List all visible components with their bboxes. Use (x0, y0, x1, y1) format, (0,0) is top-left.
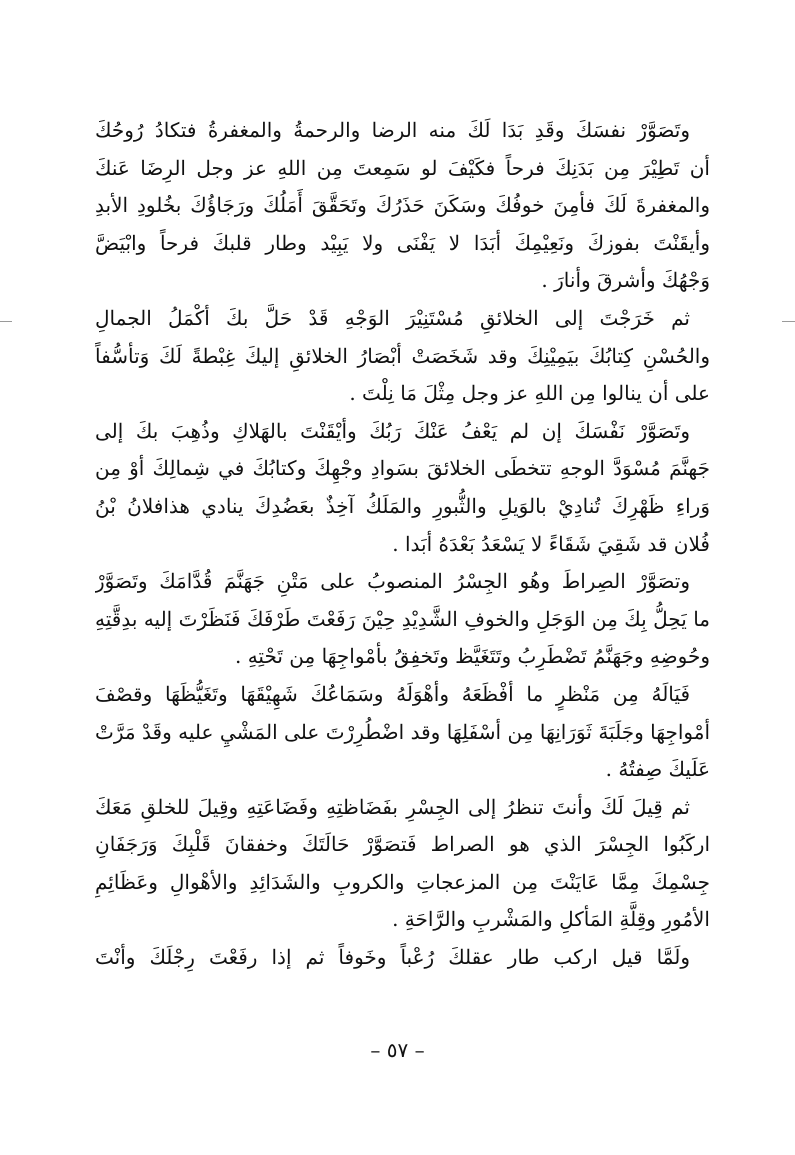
text-line: فُلان قد شَقِيَ شَقَاءً لا يَسْعَدُ بَعْدَهُ أبَدا . (392, 531, 710, 556)
text-line: وأيقَنْتَ بفوزكَ ونَعِيْمِكَ أبَدَا لا يَفْنَى ولا يَبِيْد وطار قلبكَ فرحاً وابْيَضَّ (95, 230, 710, 255)
paragraph (95, 300, 710, 413)
text-line: وَراءِ ظَهْرِكَ تُنادِيْ بالوَيلِ والثُّبورِ والمَلَكُ آخِذٌ بعَضُدِكَ ينادي هذافلانُ بْنُ (95, 493, 710, 518)
paragraph (95, 413, 710, 563)
text-line: وحُوضِهِ وجَهَنَّمُ تَضْطَرِبُ وتَتَغَيَّظ وتَخفِقُ بأمْواجِهَا مِن تَحْتِهِ . (234, 644, 710, 669)
paragraph (95, 939, 710, 977)
text-line: ما يَحِلُّ بِكَ مِن الوَجَلِ والخوفِ الشَّدِيْدِ حِيْنَ رَفَعْتَ طَرْفَكَ فَنَظَرْتَ إليه بدِقَّتِهِ (95, 606, 710, 631)
paragraph (95, 563, 710, 676)
text-line: والحُسْنِ كِتابُكَ بيَمِيْنِكَ وقد شَخَصَتْ أبْصَارُ الخلائقِ إليكَ غِبْطةً لَكَ وَتأسُّفاً (95, 343, 710, 368)
paragraph (95, 112, 710, 300)
text-line: ولَمَّا قيل اركب طار عقلكَ رُعْباً وخَوفاً ثم إذا رفَعْتَ رِجْلَكَ وأنْتَ (95, 945, 690, 970)
text-line: أمْواجِهَا وجَلَبَةَ ثَوَرَانِهَا مِن أسْفَلِهَا وقد اضْطُرِرْتَ على المَشْيِ عليه وقَدْ مَرَّتْ (95, 719, 710, 744)
margin-mark (0, 321, 12, 322)
text-line: فَيَالَهُ مِن مَنْظرٍ ما أفْظَعَهُ وأهْوَلَهُ وسَمَاعُكَ شَهِيْقَهَا وتَغَيُّظَهَا وقصْفَ (95, 681, 690, 706)
page-body (95, 112, 710, 1032)
margin-mark (782, 321, 795, 322)
paragraph (95, 676, 710, 789)
text-line: وتَصَوَّرْ نفسَكَ وقَدِ بَدَا لَكَ منه الرضا والرحمةُ والمغفرةُ فتكادُ رُوحُكَ (95, 118, 690, 142)
text-line: والمغفرةَ لَكَ فأمِنَ خوفُكَ وسَكَنَ حَذَرُكَ وتَحَقَّقَ أَمَلُكَ ورَجَاؤُكَ بخُلودِ الأبدِ (95, 193, 710, 218)
text-line: ثم قِيلَ لَكَ وأنتَ تنظرُ إلى الجِسْرِ بفَضَاظتِهِ وفَضَاعَتِهِ وقِيلَ للخلقِ مَعَكَ (95, 794, 690, 819)
paragraph (95, 789, 710, 939)
text-line: ثم خَرَجْتَ إلى الخلائقِ مُسْتَنِيْرَ الوَجْهِ قَدْ حَلَّ بكَ أكْمَلُ الجمالِ (95, 305, 690, 330)
text-line: وتصَوَّرْ الصِراطَ وهُو الجِسْرُ المنصوبُ على مَتْنِ جَهَنَّمَ قُدَّامَكَ وتَصَوَّرْ (95, 569, 690, 594)
text-line: جَهنَّمَ مُسْوَدَّ الوجهِ تتخطَى الخلائقَ بسَوادِ وجْهِكَ وكتابُكَ في شِمالِكَ أوْ مِن (95, 456, 710, 481)
text-line: الأمُورِ وقِلَّةِ المَأكلِ والمَشْربِ والرَّاحَةِ . (392, 907, 710, 932)
text-line: جِسْمِكَ مِمَّا عَايَنْتَ مِن المزعجاتِ والكروبِ والشَدَائِدِ والأهْوالِ وعَظَائِمِ (95, 869, 710, 894)
text-line: أن تَطِيْرَ مِن بَدَنِكَ فرحاً فكَيْفَ لو سَمِعتَ مِن اللهِ عز وجل الرِضَا عَنكَ (95, 155, 710, 180)
page-number: – ٥٧ – (370, 1038, 425, 1062)
text-line: عَلَيكَ صِفتُهُ . (605, 757, 710, 782)
text-line: على أن ينالوا مِن اللهِ عز وجل مِثْلَ مَا نِلْتَ . (349, 381, 710, 406)
text-line: وَجْهُكَ وأشرقَ وأنارَ . (541, 268, 710, 293)
text-line: وتَصَوَّرْ نَفْسَكَ إن لم يَعْفُ عَنْكَ رَبُكَ وأيْقَنْتَ بالهَلاكِ وذُهِبَ بكَ إلى (95, 418, 690, 443)
text-line: اركَبُوا الجِسْرَ الذي هو الصراط فَتصَوَّرْ حَالَتَكَ وخفقانَ قَلْبِكَ وَرَجَفَانِ (95, 832, 710, 857)
